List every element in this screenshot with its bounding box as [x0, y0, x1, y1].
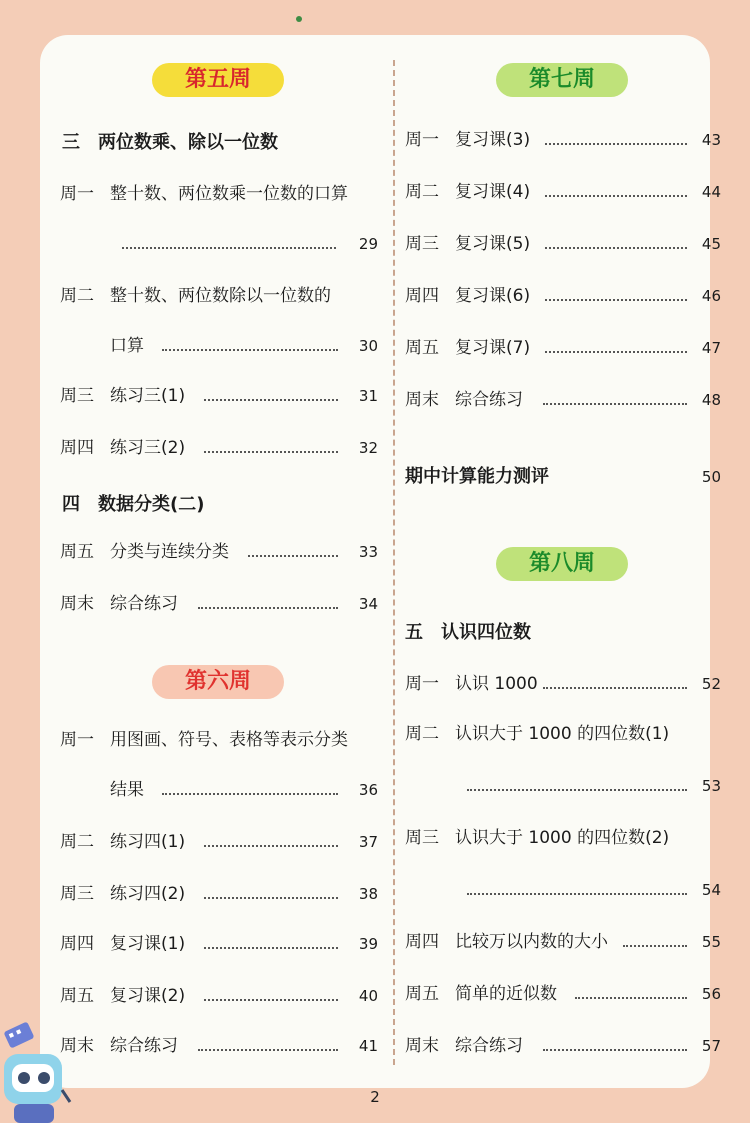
entry-page: 54 — [701, 881, 721, 899]
week5-badge: 第五周 — [152, 63, 284, 97]
entry-page: 29 — [358, 235, 378, 253]
toc-entry[interactable] — [405, 284, 723, 308]
entry-page: 43 — [701, 131, 721, 149]
entry-day: 周四 — [60, 438, 94, 458]
entry-page: 36 — [358, 781, 378, 799]
entry-page: 47 — [701, 339, 721, 357]
toc-entry[interactable] — [405, 232, 723, 256]
week6-badge: 第六周 — [152, 665, 284, 699]
entry-page: 53 — [701, 777, 721, 795]
entry-day: 周三 — [60, 884, 94, 904]
entry-day: 周三 — [405, 234, 439, 254]
toc-entry-continuation[interactable] — [60, 334, 378, 358]
entry-page: 44 — [701, 183, 721, 201]
unit5-number: 五 — [405, 622, 423, 643]
entry-title: 比较万以内数的大小 — [455, 932, 608, 952]
entry-title: 认识 1000 — [455, 674, 538, 694]
leader-dots — [545, 351, 687, 353]
entry-day: 周二 — [60, 286, 94, 306]
toc-entry[interactable] — [60, 728, 378, 752]
entry-page: 45 — [701, 235, 721, 253]
entry-page: 39 — [358, 935, 378, 953]
unit4-title: 数据分类(二) — [98, 494, 205, 515]
entry-page: 56 — [701, 985, 721, 1003]
entry-page: 57 — [701, 1037, 721, 1055]
midterm-title: 期中计算能力测评 — [405, 466, 549, 487]
entry-page: 55 — [701, 933, 721, 951]
leader-dots — [204, 999, 338, 1001]
robot-mascot-icon — [0, 1020, 72, 1123]
leader-dots — [545, 247, 687, 249]
entry-title: 复习课(5) — [455, 234, 531, 254]
unit5-title: 认识四位数 — [441, 622, 531, 643]
entry-title: 整十数、两位数乘一位数的口算 — [110, 184, 348, 204]
entry-day: 周四 — [60, 934, 94, 954]
entry-page: 50 — [701, 468, 721, 486]
toc-entry[interactable] — [60, 182, 378, 206]
entry-day: 周二 — [60, 832, 94, 852]
leader-dots — [545, 299, 687, 301]
week7-badge: 第七周 — [496, 63, 628, 97]
toc-entry[interactable] — [405, 388, 723, 412]
entry-day: 周一 — [405, 130, 439, 150]
entry-day: 周末 — [60, 1036, 94, 1056]
toc-entry[interactable] — [405, 1034, 723, 1058]
leader-dots — [204, 947, 338, 949]
entry-day: 周四 — [405, 932, 439, 952]
leader-dots — [623, 945, 687, 947]
entry-page: 37 — [358, 833, 378, 851]
unit3-title: 两位数乘、除以一位数 — [98, 132, 278, 153]
toc-entry[interactable] — [60, 540, 378, 564]
entry-title: 复习课(7) — [455, 338, 531, 358]
entry-day: 周末 — [405, 390, 439, 410]
toc-entry[interactable] — [405, 930, 723, 954]
entry-day: 周四 — [405, 286, 439, 306]
entry-day: 周二 — [405, 724, 439, 744]
green-dot-mark — [296, 16, 302, 22]
entry-title: 综合练习 — [455, 390, 523, 410]
entry-title: 复习课(1) — [110, 934, 186, 954]
page-number: 2 — [370, 1088, 380, 1106]
leader-dots — [545, 143, 687, 145]
toc-entry[interactable] — [60, 384, 378, 408]
toc-entry[interactable] — [405, 336, 723, 360]
entry-page: 38 — [358, 885, 378, 903]
entry-day: 周二 — [405, 182, 439, 202]
entry-title: 综合练习 — [110, 594, 178, 614]
leader-dots — [575, 997, 687, 999]
toc-entry[interactable] — [60, 830, 378, 854]
entry-title: 分类与连续分类 — [110, 542, 229, 562]
entry-title: 简单的近似数 — [455, 984, 557, 1004]
toc-entry[interactable] — [405, 982, 723, 1006]
entry-day: 周五 — [60, 986, 94, 1006]
toc-entry-continuation[interactable] — [405, 878, 723, 902]
unit5-heading — [405, 618, 531, 644]
unit3-number: 三 — [62, 132, 80, 153]
entry-page: 32 — [358, 439, 378, 457]
toc-entry-continuation[interactable] — [405, 774, 723, 798]
toc-entry-continuation[interactable] — [60, 232, 378, 256]
leader-dots — [204, 897, 338, 899]
toc-entry[interactable] — [405, 672, 723, 696]
entry-title: 练习四(2) — [110, 884, 186, 904]
toc-entry[interactable] — [60, 284, 378, 308]
leader-dots — [204, 845, 338, 847]
entry-page: 34 — [358, 595, 378, 613]
toc-entry[interactable] — [60, 1034, 378, 1058]
entry-day: 周三 — [405, 828, 439, 848]
leader-dots — [545, 195, 687, 197]
entry-page: 46 — [701, 287, 721, 305]
leader-dots — [122, 247, 336, 249]
leader-dots — [162, 349, 338, 351]
entry-day: 周五 — [405, 984, 439, 1004]
leader-dots — [543, 687, 687, 689]
entry-title: 复习课(2) — [110, 986, 186, 1006]
entry-day: 周五 — [60, 542, 94, 562]
entry-title-line2: 口算 — [110, 336, 144, 356]
entry-day: 周末 — [405, 1036, 439, 1056]
entry-day: 周末 — [60, 594, 94, 614]
toc-entry[interactable] — [60, 436, 378, 460]
entry-page: 31 — [358, 387, 378, 405]
toc-entry[interactable] — [60, 984, 378, 1008]
leader-dots — [204, 451, 338, 453]
leader-dots — [543, 403, 687, 405]
leader-dots — [543, 1049, 687, 1051]
entry-title-line2: 结果 — [110, 780, 144, 800]
leader-dots — [198, 607, 338, 609]
entry-title: 复习课(3) — [455, 130, 531, 150]
entry-title: 练习三(1) — [110, 386, 186, 406]
entry-title: 用图画、符号、表格等表示分类 — [110, 730, 348, 750]
entry-title: 练习三(2) — [110, 438, 186, 458]
midterm-entry[interactable] — [405, 465, 723, 489]
entry-title: 认识大于 1000 的四位数(2) — [455, 828, 670, 848]
leader-dots — [204, 399, 338, 401]
entry-page: 33 — [358, 543, 378, 561]
leader-dots — [248, 555, 338, 557]
toc-entry[interactable] — [60, 882, 378, 906]
entry-page: 41 — [358, 1037, 378, 1055]
toc-entry[interactable] — [60, 932, 378, 956]
entry-title: 复习课(4) — [455, 182, 531, 202]
entry-day: 周一 — [60, 730, 94, 750]
entry-title: 复习课(6) — [455, 286, 531, 306]
entry-title: 练习四(1) — [110, 832, 186, 852]
entry-title: 综合练习 — [455, 1036, 523, 1056]
toc-entry[interactable] — [405, 128, 723, 152]
entry-day: 周五 — [405, 338, 439, 358]
entry-day: 周一 — [405, 674, 439, 694]
unit4-number: 四 — [62, 494, 80, 515]
entry-page: 48 — [701, 391, 721, 409]
entry-page: 52 — [701, 675, 721, 693]
entry-day: 周三 — [60, 386, 94, 406]
toc-entry[interactable] — [60, 592, 378, 616]
unit3-heading — [62, 128, 278, 154]
toc-entry[interactable] — [405, 180, 723, 204]
toc-entry[interactable] — [405, 722, 723, 746]
entry-title: 综合练习 — [110, 1036, 178, 1056]
unit4-heading — [62, 490, 204, 516]
entry-page: 40 — [358, 987, 378, 1005]
week8-badge: 第八周 — [496, 547, 628, 581]
entry-title: 整十数、两位数除以一位数的 — [110, 286, 331, 306]
entry-title: 认识大于 1000 的四位数(1) — [455, 724, 670, 744]
leader-dots — [467, 893, 687, 895]
entry-page: 30 — [358, 337, 378, 355]
toc-entry-continuation[interactable] — [60, 778, 378, 802]
leader-dots — [467, 789, 687, 791]
leader-dots — [198, 1049, 338, 1051]
leader-dots — [162, 793, 338, 795]
entry-day: 周一 — [60, 184, 94, 204]
toc-entry[interactable] — [405, 826, 723, 850]
column-divider — [393, 60, 395, 1065]
